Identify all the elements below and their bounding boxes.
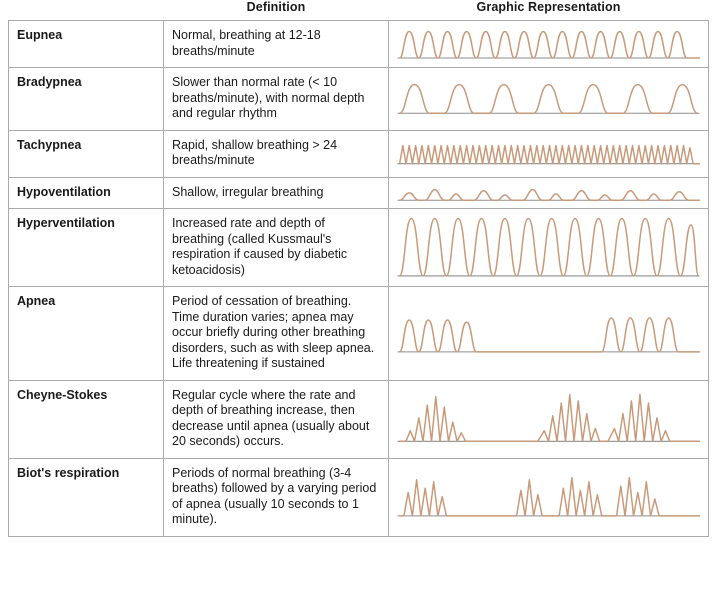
pattern-term: Biot's respiration [9, 458, 164, 536]
pattern-term: Eupnea [9, 21, 164, 68]
biots-respiration-waveform [389, 467, 708, 527]
table-row [9, 21, 709, 68]
pattern-definition: Rapid, shallow breathing > 24 breaths/minute [164, 130, 389, 177]
pattern-definition: Periods of normal breathing (3-4 breaths) followed by a varying period of apnea (usually 10 seconds to 1 minute). [164, 458, 389, 536]
eupnea-waveform [389, 24, 708, 64]
pattern-graphic [389, 21, 709, 68]
tachypnea-waveform [389, 135, 708, 171]
table-row [9, 130, 709, 177]
pattern-term: Bradypnea [9, 68, 164, 131]
apnea-waveform [389, 303, 708, 363]
pattern-graphic [389, 177, 709, 209]
cheyne-stokes-waveform [389, 386, 708, 452]
pattern-term: Hyperventilation [9, 209, 164, 287]
table-row [9, 380, 709, 458]
pattern-definition: Normal, breathing at 12-18 breaths/minute [164, 21, 389, 68]
hypoventilation-waveform [389, 179, 708, 207]
pattern-graphic [389, 209, 709, 287]
pattern-graphic [389, 287, 709, 381]
hyperventilation-waveform [389, 210, 708, 284]
table-row [9, 287, 709, 381]
column-header-term [9, 0, 164, 21]
pattern-term: Apnea [9, 287, 164, 381]
table-header [9, 0, 709, 21]
table-row [9, 458, 709, 536]
pattern-definition: Increased rate and depth of breathing (called Kussmaul's respiration if caused by diabetic ketoacidosis) [164, 209, 389, 287]
pattern-graphic [389, 458, 709, 536]
pattern-graphic [389, 68, 709, 131]
pattern-definition: Regular cycle where the rate and depth of breathing increase, then decrease until apnea (usually about 20 seconds) occurs. [164, 380, 389, 458]
pattern-term: Cheyne-Stokes [9, 380, 164, 458]
table-row [9, 177, 709, 209]
pattern-graphic [389, 130, 709, 177]
column-header-definition: Definition [246, 0, 306, 14]
pattern-term: Hypoventilation [9, 177, 164, 209]
table-row [9, 209, 709, 287]
column-header-graphic: Graphic Representation [476, 0, 621, 14]
table-row [9, 68, 709, 131]
pattern-definition: Period of cessation of breathing. Time duration varies; apnea may occur briefly during other breathing disorders, such as with sleep apnea. Life threatening if sustained [164, 287, 389, 381]
pattern-term: Tachypnea [9, 130, 164, 177]
bradypnea-waveform [389, 75, 708, 122]
pattern-definition: Slower than normal rate (< 10 breaths/minute), with normal depth and regular rhythm [164, 68, 389, 131]
breathing-patterns-table [8, 0, 709, 537]
pattern-definition: Shallow, irregular breathing [164, 177, 389, 209]
pattern-graphic [389, 380, 709, 458]
